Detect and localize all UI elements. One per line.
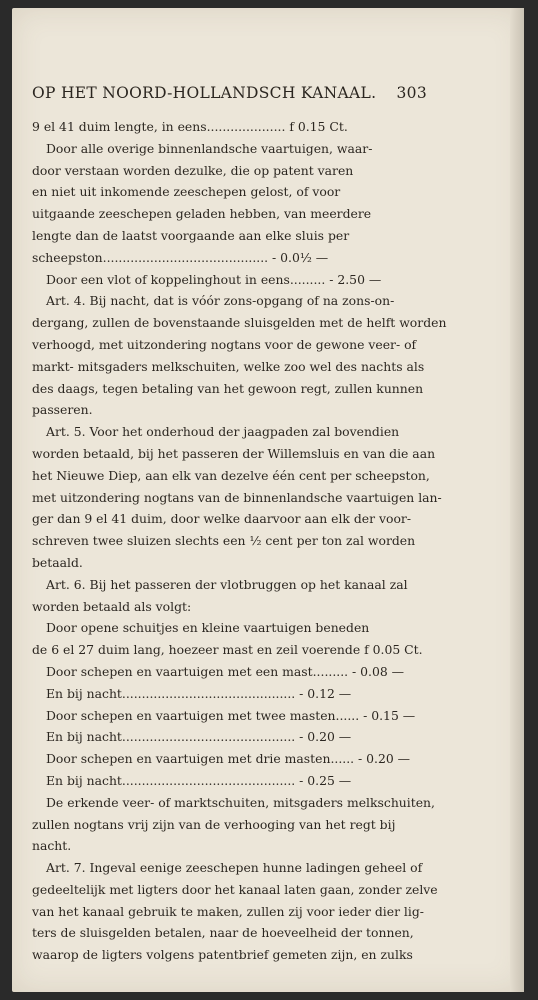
text-line: Art. 5. Voor het onderhoud der jaagpaden zal bovendien <box>46 424 400 440</box>
text-line: En bij nacht............................................ - 0.20 — <box>46 729 352 745</box>
text-line: Door opene schuitjes en kleine vaartuigen beneden <box>46 620 370 636</box>
text-line: Door schepen en vaartuigen met drie masten...... - 0.20 — <box>46 751 411 767</box>
text-line: uitgaande zeeschepen geladen hebben, van meerdere <box>32 206 372 222</box>
text-line: Art. 7. Ingeval eenige zeeschepen hunne ladingen geheel of <box>46 860 423 876</box>
text-line: dergang, zullen de bovenstaande sluisgelden met de helft worden <box>32 315 447 331</box>
text-line: worden betaald als volgt: <box>32 598 192 614</box>
text-line: met uitzondering nogtans van de binnenlandsche vaartuigen lan- <box>32 489 442 505</box>
text-line: ters de sluisgelden betalen, naar de hoeveelheid der tonnen, <box>32 925 414 941</box>
text-line: Door schepen en vaartuigen met een mast......... - 0.08 — <box>46 663 405 679</box>
text-line: ger dan 9 el 41 duim, door welke daarvoor aan elk der voor- <box>32 511 412 527</box>
text-line: nacht. <box>32 838 72 854</box>
text-line: Door een vlot of koppelinghout in eens......... - 2.50 — <box>46 271 382 287</box>
text-line: passeren. <box>32 402 93 418</box>
text-line: verhoogd, met uitzondering nogtans voor de gewone veer- of <box>32 336 417 352</box>
text-line: Art. 6. Bij het passeren der vlotbruggen op het kanaal zal <box>46 576 408 592</box>
text-line: worden betaald, bij het passeren der Willemsluis en van die aan <box>32 445 436 461</box>
text-line: markt- mitsgaders melkschuiten, welke zoo wel des nachts als <box>32 358 425 374</box>
running-title: OP HET NOORD-HOLLANDSCH KANAAL. <box>32 84 377 102</box>
text-line: scheepston.......................................... - 0.0½ — <box>32 249 329 265</box>
text-line: Art. 4. Bij nacht, dat is vóór zons-opgang of na zons-on- <box>46 293 395 309</box>
text-line: gedeeltelijk met ligters door het kanaal laten gaan, zonder zelve <box>32 881 438 897</box>
text-line: van het kanaal gebruik te maken, zullen zij voor ieder dier lig- <box>32 903 424 919</box>
text-line: lengte dan de laatst voorgaande aan elke sluis per <box>32 227 350 243</box>
text-line: schreven twee sluizen slechts een ½ cent per ton zal worden <box>32 533 416 549</box>
text-line: En bij nacht............................................ - 0.25 — <box>46 772 352 788</box>
text-line: en niet uit inkomende zeeschepen gelost, of voor <box>32 184 341 200</box>
running-header <box>32 80 427 106</box>
text-line: des daags, tegen betaling van het gewoon regt, zullen kunnen <box>32 380 424 396</box>
text-line: Door schepen en vaartuigen met twee masten...... - 0.15 — <box>46 707 416 723</box>
text-line: de 6 el 27 duim lang, hoezeer mast en zeil voerende f 0.05 Ct. <box>32 642 423 658</box>
text-line: En bij nacht............................................ - 0.12 — <box>46 685 352 701</box>
text-line: waarop de ligters volgens patentbrief gemeten zijn, en zulks <box>32 947 413 963</box>
text-line: betaald. <box>32 554 83 570</box>
page-number: 303 <box>396 84 427 102</box>
page-edge <box>510 8 524 992</box>
text-line: 9 el 41 duim lengte, in eens.................... f 0.15 Ct. <box>32 119 348 134</box>
text-line: door verstaan worden dezulke, die op patent varen <box>32 162 354 178</box>
text-line: zullen nogtans vrij zijn van de verhooging van het regt bij <box>32 816 396 832</box>
page-text <box>32 80 447 966</box>
text-line: het Nieuwe Diep, aan elk van dezelve één cent per scheepston, <box>32 467 430 483</box>
book-page <box>12 8 524 992</box>
text-line: Door alle overige binnenlandsche vaartuigen, waar- <box>46 140 373 156</box>
text-line: De erkende veer- of marktschuiten, mitsgaders melkschuiten, <box>46 794 435 810</box>
